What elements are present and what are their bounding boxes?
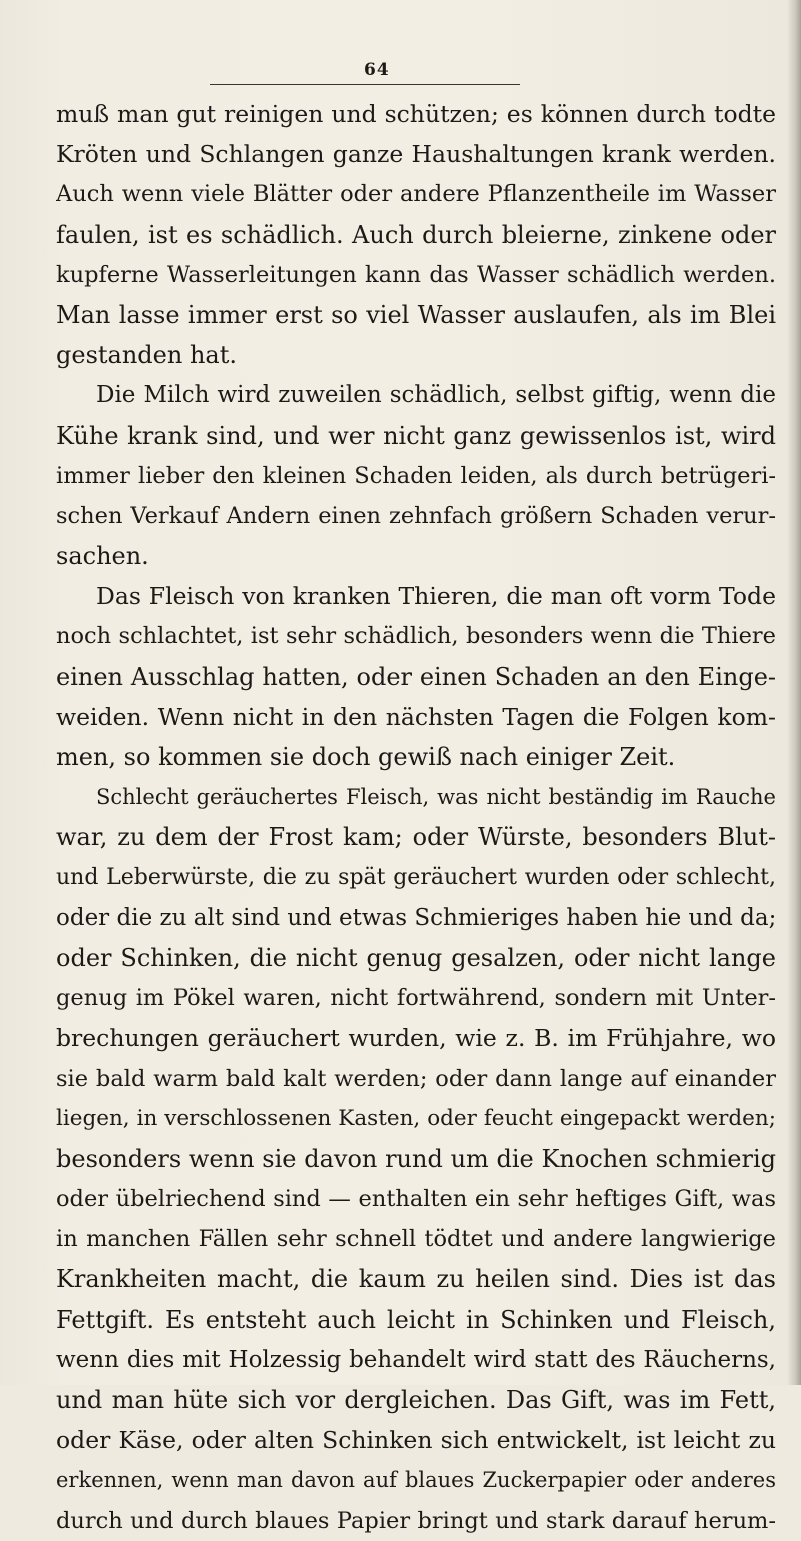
text-line: wenn dies mit Holzessig behandelt wird statt des Räucherns, [56,1346,776,1373]
text-line: liegen, in verschlossenen Kasten, oder feucht eingepackt werden; [56,1105,776,1131]
page-edge-shadow [787,0,801,1385]
text-line: oder Schinken, die nicht genug gesalzen, oder nicht lange [56,943,776,972]
text-line: oder Käse, oder alten Schinken sich entwickelt, ist leicht zu [56,1426,776,1455]
paragraph-start-line: Das Fleisch von kranken Thieren, die man oft vorm Tode [96,582,776,611]
text-line: gestanden hat. [56,341,237,370]
text-line: und Leberwürste, die zu spät geräuchert wurden oder schlecht, [56,864,776,890]
text-line: kupferne Wasserleitungen kann das Wasser schädlich werden. [56,261,776,288]
page-number: 64 [364,60,390,80]
text-line: Auch wenn viele Blätter oder andere Pflanzentheile im Wasser [56,181,776,208]
paragraph-start-line: Die Milch wird zuweilen schädlich, selbst giftig, wenn die [96,382,776,409]
text-line: faulen, ist es schädlich. Auch durch bleierne, zinkene oder [56,220,776,249]
text-line: sie bald warm bald kalt werden; oder dann lange auf einander [56,1065,776,1092]
text-line: oder übelriechend sind — enthalten ein sehr heftiges Gift, was [56,1186,776,1213]
text-line: Kühe krank sind, und wer nicht ganz gewissenlos ist, wird [56,421,776,450]
text-line: immer lieber den kleinen Schaden leiden, als durch betrügeri- [56,462,776,489]
text-line: erkennen, wenn man davon auf blaues Zuckerpapier oder anderes [56,1468,776,1493]
text-line: weiden. Wenn nicht in den nächsten Tagen die Folgen kom- [56,702,776,731]
header-rule [210,84,520,85]
text-line: besonders wenn sie davon rund um die Knochen schmierig [56,1144,776,1173]
text-line: sachen. [56,542,149,571]
text-line: schen Verkauf Andern einen zehnfach größern Schaden verur- [56,502,776,529]
text-line: war, zu dem der Frost kam; oder Würste, besonders Blut- [56,823,776,852]
text-line: noch schlachtet, ist sehr schädlich, besonders wenn die Thiere [56,623,776,650]
paragraph-start-line: Schlecht geräuchertes Fleisch, was nicht beständig im Rauche [96,785,776,810]
text-line: oder die zu alt sind und etwas Schmieriges haben hie und da; [56,904,776,931]
text-line: men, so kommen sie doch gewiß nach einiger Zeit. [56,743,676,771]
text-line: Krankheiten macht, die kaum zu heilen sind. Dies ist das [56,1265,776,1294]
text-line: Man lasse immer erst so viel Wasser auslaufen, als im Blei [56,300,776,329]
text-line: Fettgift. Es entsteht auch leicht in Schinken und Fleisch, [56,1305,776,1334]
text-line: und man hüte sich vor dergleichen. Das Gift, was im Fett, [56,1386,776,1414]
text-line: einen Ausschlag hatten, oder einen Schaden an den Einge- [56,662,776,691]
body-text [56,94,776,1541]
text-line: durch und durch blaues Papier bringt und stark darauf herum- [56,1507,776,1534]
text-line: muß man gut reinigen und schützen; es können durch todte [56,100,776,128]
text-line: brechungen geräuchert wurden, wie z. B. im Frühjahre, wo [56,1024,776,1053]
text-line: in manchen Fällen sehr schnell tödtet und andere langwierige [56,1226,776,1253]
text-line: genug im Pökel waren, nicht fortwährend, sondern mit Unter- [56,985,776,1012]
text-line: Kröten und Schlangen ganze Haushaltungen krank werden. [56,140,776,169]
